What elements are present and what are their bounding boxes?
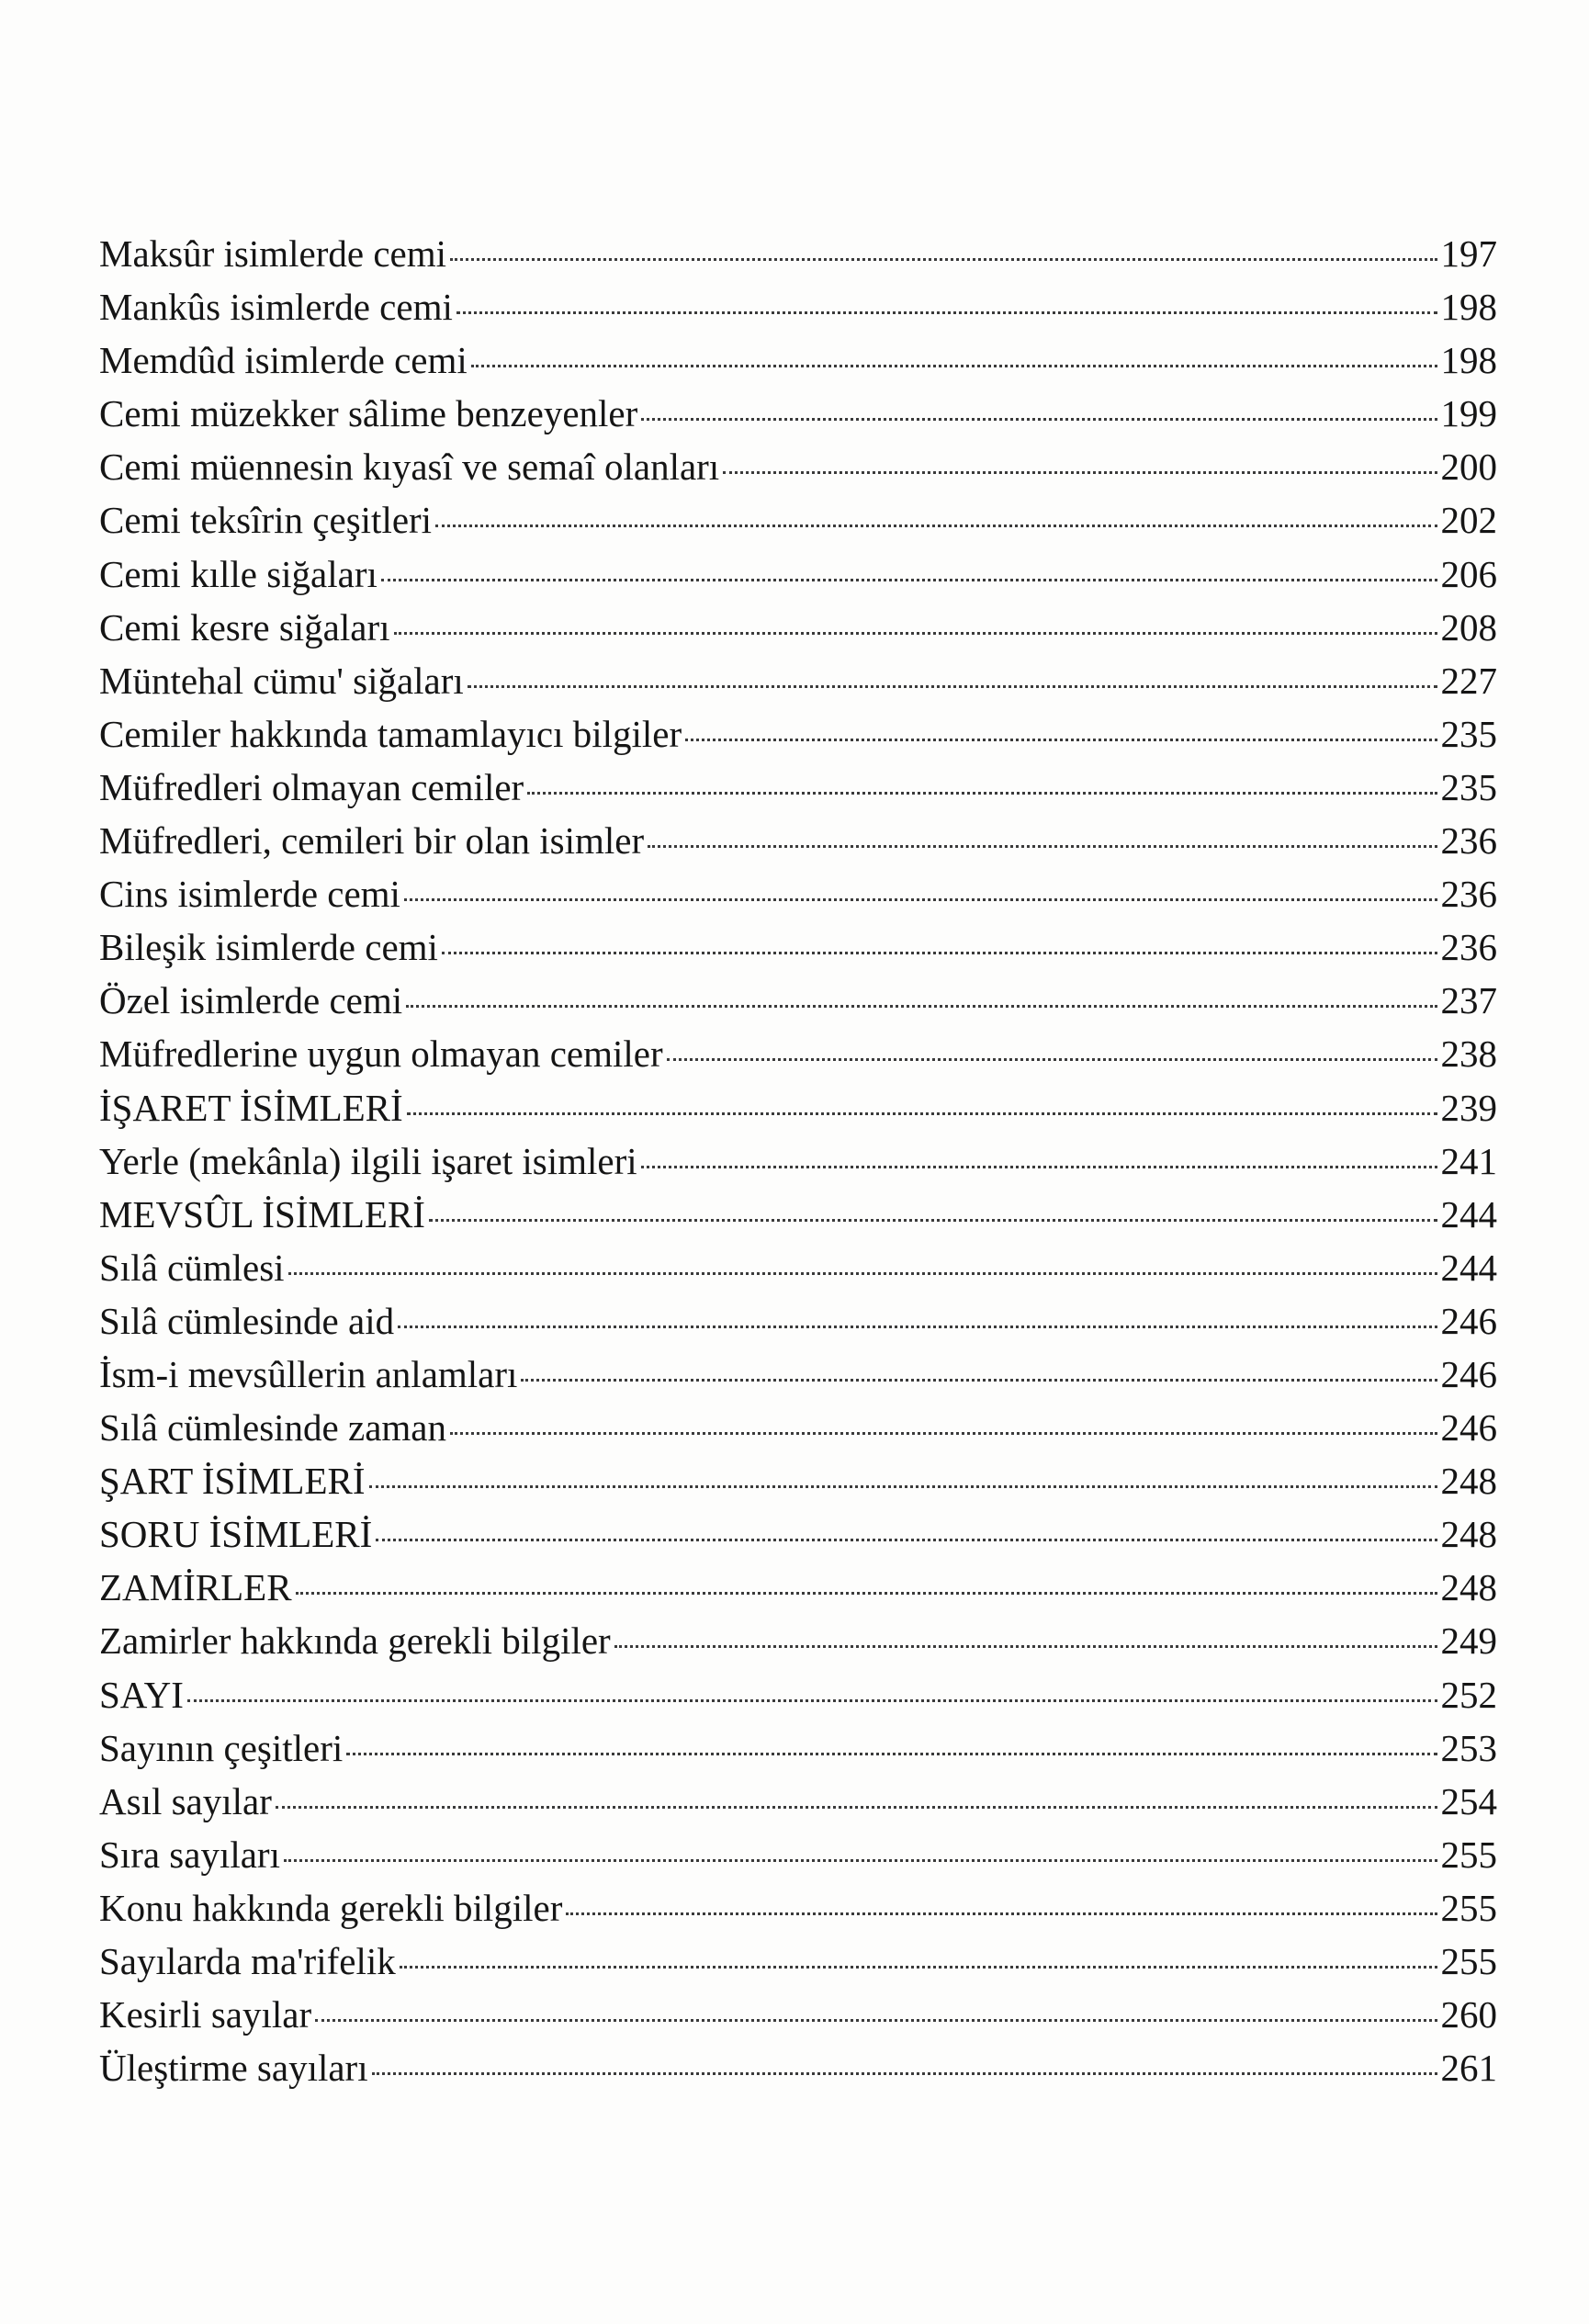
toc-entry — [99, 978, 1497, 1032]
toc-entry — [99, 231, 1497, 285]
dot-leader — [723, 471, 1437, 474]
toc-entry — [99, 1459, 1497, 1512]
toc-entry — [99, 1032, 1497, 1085]
dot-leader — [641, 418, 1437, 421]
toc-entry-title: Cins isimlerde cemi — [99, 873, 400, 916]
dot-leader — [442, 952, 1437, 954]
dot-leader — [521, 1379, 1437, 1382]
dot-leader — [685, 739, 1437, 741]
toc-entry — [99, 391, 1497, 445]
toc-entry-title: ZAMİRLER — [99, 1566, 292, 1609]
toc-entry-page-number: 260 — [1440, 1993, 1497, 2036]
dot-leader — [450, 1432, 1437, 1435]
toc-entry-title: İsm-i mevsûllerin anlamları — [99, 1352, 518, 1395]
dot-leader — [566, 1912, 1437, 1915]
toc-entry — [99, 925, 1497, 978]
toc-entry-page-number: 261 — [1440, 2047, 1497, 2090]
toc-entry-title: Yerle (mekânla) ilgili işaret isimleri — [99, 1139, 637, 1182]
toc-entry-title: Bileşik isimlerde cemi — [99, 926, 438, 969]
toc-entry — [99, 1512, 1497, 1565]
toc-entry-page-number: 252 — [1440, 1673, 1497, 1716]
dot-leader — [400, 1966, 1437, 1969]
toc-entry-page-number: 255 — [1440, 1886, 1497, 1929]
toc-entry-page-number: 246 — [1440, 1406, 1497, 1450]
table-of-contents — [99, 231, 1497, 2099]
toc-entry — [99, 1673, 1497, 1726]
toc-entry-page-number: 200 — [1440, 446, 1497, 489]
dot-leader — [667, 1058, 1437, 1061]
toc-entry-title: Sayılarda ma'rifelik — [99, 1940, 396, 1982]
toc-entry-title: Müfredleri, cemileri bir olan isimler — [99, 819, 645, 863]
toc-entry — [99, 1779, 1497, 1833]
toc-entry-page-number: 246 — [1440, 1299, 1497, 1342]
toc-entry — [99, 1886, 1497, 1939]
toc-entry — [99, 1726, 1497, 1779]
toc-entry — [99, 1833, 1497, 1886]
dot-leader — [404, 898, 1437, 901]
toc-entry-title: ŞART İSİMLERİ — [99, 1460, 366, 1503]
toc-entry-title: Kesirli sayılar — [99, 1993, 312, 2036]
dot-leader — [648, 845, 1437, 848]
toc-entry — [99, 872, 1497, 925]
toc-entry-title: Sılâ cümlesinde aid — [99, 1299, 395, 1342]
toc-entry-title: Cemi kılle siğaları — [99, 552, 378, 595]
toc-entry-page-number: 238 — [1440, 1032, 1497, 1076]
dot-leader — [394, 632, 1437, 635]
toc-entry — [99, 1352, 1497, 1405]
dot-leader — [471, 365, 1437, 367]
toc-entry — [99, 1139, 1497, 1192]
toc-entry-title: Cemi müennesin kıyasî ve semaî olanları — [99, 446, 720, 489]
toc-entry-title: Müfredleri olmayan cemiler — [99, 765, 524, 808]
dot-leader — [435, 525, 1437, 527]
toc-entry — [99, 1299, 1497, 1352]
toc-entry-title: Cemi müzekker sâlime benzeyenler — [99, 392, 638, 435]
toc-entry — [99, 498, 1497, 551]
dot-leader — [527, 792, 1437, 795]
toc-entry — [99, 712, 1497, 765]
toc-entry-title: Cemi teksîrin çeşitleri — [99, 499, 433, 542]
dot-leader — [369, 1485, 1437, 1488]
toc-entry-page-number: 255 — [1440, 1940, 1497, 1982]
toc-entry-title: Memdûd isimlerde cemi — [99, 339, 468, 382]
toc-entry-page-number: 249 — [1440, 1619, 1497, 1663]
toc-entry — [99, 2046, 1497, 2099]
toc-entry-title: Özel isimlerde cemi — [99, 979, 403, 1022]
toc-entry-page-number: 199 — [1440, 392, 1497, 435]
dot-leader — [372, 2072, 1437, 2075]
toc-entry — [99, 1086, 1497, 1139]
toc-entry-title: Sılâ cümlesi — [99, 1246, 285, 1289]
dot-leader — [398, 1326, 1437, 1328]
toc-entry-title: Üleştirme sayıları — [99, 2047, 368, 2090]
toc-entry — [99, 818, 1497, 872]
dot-leader — [406, 1005, 1437, 1008]
toc-entry — [99, 1192, 1497, 1246]
toc-entry-title: SAYI — [99, 1673, 184, 1716]
toc-entry-page-number: 241 — [1440, 1139, 1497, 1182]
toc-entry — [99, 1619, 1497, 1672]
dot-leader — [407, 1112, 1437, 1115]
toc-entry-title: Cemi kesre siğaları — [99, 605, 390, 649]
dot-leader — [187, 1699, 1437, 1702]
toc-entry-title: Sıra sayıları — [99, 1833, 280, 1876]
toc-entry-page-number: 198 — [1440, 286, 1497, 329]
dot-leader — [468, 685, 1437, 688]
toc-entry-page-number: 206 — [1440, 552, 1497, 595]
dot-leader — [315, 2019, 1437, 2022]
dot-leader — [346, 1753, 1437, 1755]
dot-leader — [376, 1539, 1437, 1541]
toc-entry-title: Maksûr isimlerde cemi — [99, 232, 447, 275]
toc-entry-page-number: 246 — [1440, 1352, 1497, 1395]
toc-entry — [99, 1992, 1497, 2046]
toc-entry-title: Konu hakkında gerekli bilgiler — [99, 1886, 563, 1929]
toc-entry-title: Cemiler hakkında tamamlayıcı bilgiler — [99, 712, 682, 755]
toc-entry-title: Müfredlerine uygun olmayan cemiler — [99, 1032, 663, 1076]
toc-entry-page-number: 255 — [1440, 1833, 1497, 1876]
dot-leader — [381, 579, 1437, 581]
toc-entry — [99, 659, 1497, 712]
dot-leader — [641, 1166, 1437, 1168]
toc-entry-page-number: 253 — [1440, 1726, 1497, 1769]
dot-leader — [456, 311, 1437, 314]
toc-entry-title: Asıl sayılar — [99, 1779, 272, 1822]
toc-entry-page-number: 244 — [1440, 1192, 1497, 1235]
toc-entry — [99, 1939, 1497, 1992]
toc-entry — [99, 1405, 1497, 1459]
toc-entry-title: Sılâ cümlesinde zaman — [99, 1406, 446, 1450]
toc-entry-title: MEVSÛL İSİMLERİ — [99, 1192, 425, 1235]
toc-entry-page-number: 227 — [1440, 659, 1497, 702]
toc-entry — [99, 1565, 1497, 1619]
toc-entry-page-number: 198 — [1440, 339, 1497, 382]
toc-entry-page-number: 197 — [1440, 232, 1497, 275]
toc-entry-page-number: 236 — [1440, 873, 1497, 916]
dot-leader — [450, 258, 1437, 261]
toc-entry — [99, 765, 1497, 818]
toc-entry-page-number: 248 — [1440, 1566, 1497, 1609]
toc-entry — [99, 285, 1497, 338]
toc-entry-page-number: 237 — [1440, 979, 1497, 1022]
toc-entry — [99, 605, 1497, 659]
toc-entry-title: SORU İSİMLERİ — [99, 1513, 373, 1556]
toc-entry — [99, 552, 1497, 605]
toc-entry — [99, 1246, 1497, 1299]
toc-entry-title: Müntehal cümu' siğaları — [99, 659, 464, 702]
dot-leader — [288, 1272, 1437, 1275]
toc-entry-page-number: 248 — [1440, 1460, 1497, 1503]
toc-entry-title: Sayının çeşitleri — [99, 1726, 344, 1769]
toc-entry-title: İŞARET İSİMLERİ — [99, 1086, 403, 1129]
toc-entry-page-number: 254 — [1440, 1779, 1497, 1822]
toc-entry-page-number: 236 — [1440, 819, 1497, 863]
toc-entry-page-number: 239 — [1440, 1086, 1497, 1129]
toc-entry-page-number: 235 — [1440, 765, 1497, 808]
toc-entry-page-number: 244 — [1440, 1246, 1497, 1289]
toc-entry-title: Mankûs isimlerde cemi — [99, 286, 453, 329]
toc-entry — [99, 338, 1497, 391]
toc-entry-page-number: 235 — [1440, 712, 1497, 755]
toc-entry-page-number: 236 — [1440, 926, 1497, 969]
dot-leader — [284, 1859, 1437, 1862]
toc-entry — [99, 445, 1497, 498]
dot-leader — [276, 1806, 1437, 1809]
dot-leader — [429, 1219, 1437, 1222]
dot-leader — [614, 1645, 1437, 1648]
dot-leader — [296, 1592, 1437, 1595]
toc-entry-page-number: 208 — [1440, 605, 1497, 649]
toc-entry-title: Zamirler hakkında gerekli bilgiler — [99, 1619, 611, 1663]
toc-entry-page-number: 248 — [1440, 1513, 1497, 1556]
toc-entry-page-number: 202 — [1440, 499, 1497, 542]
